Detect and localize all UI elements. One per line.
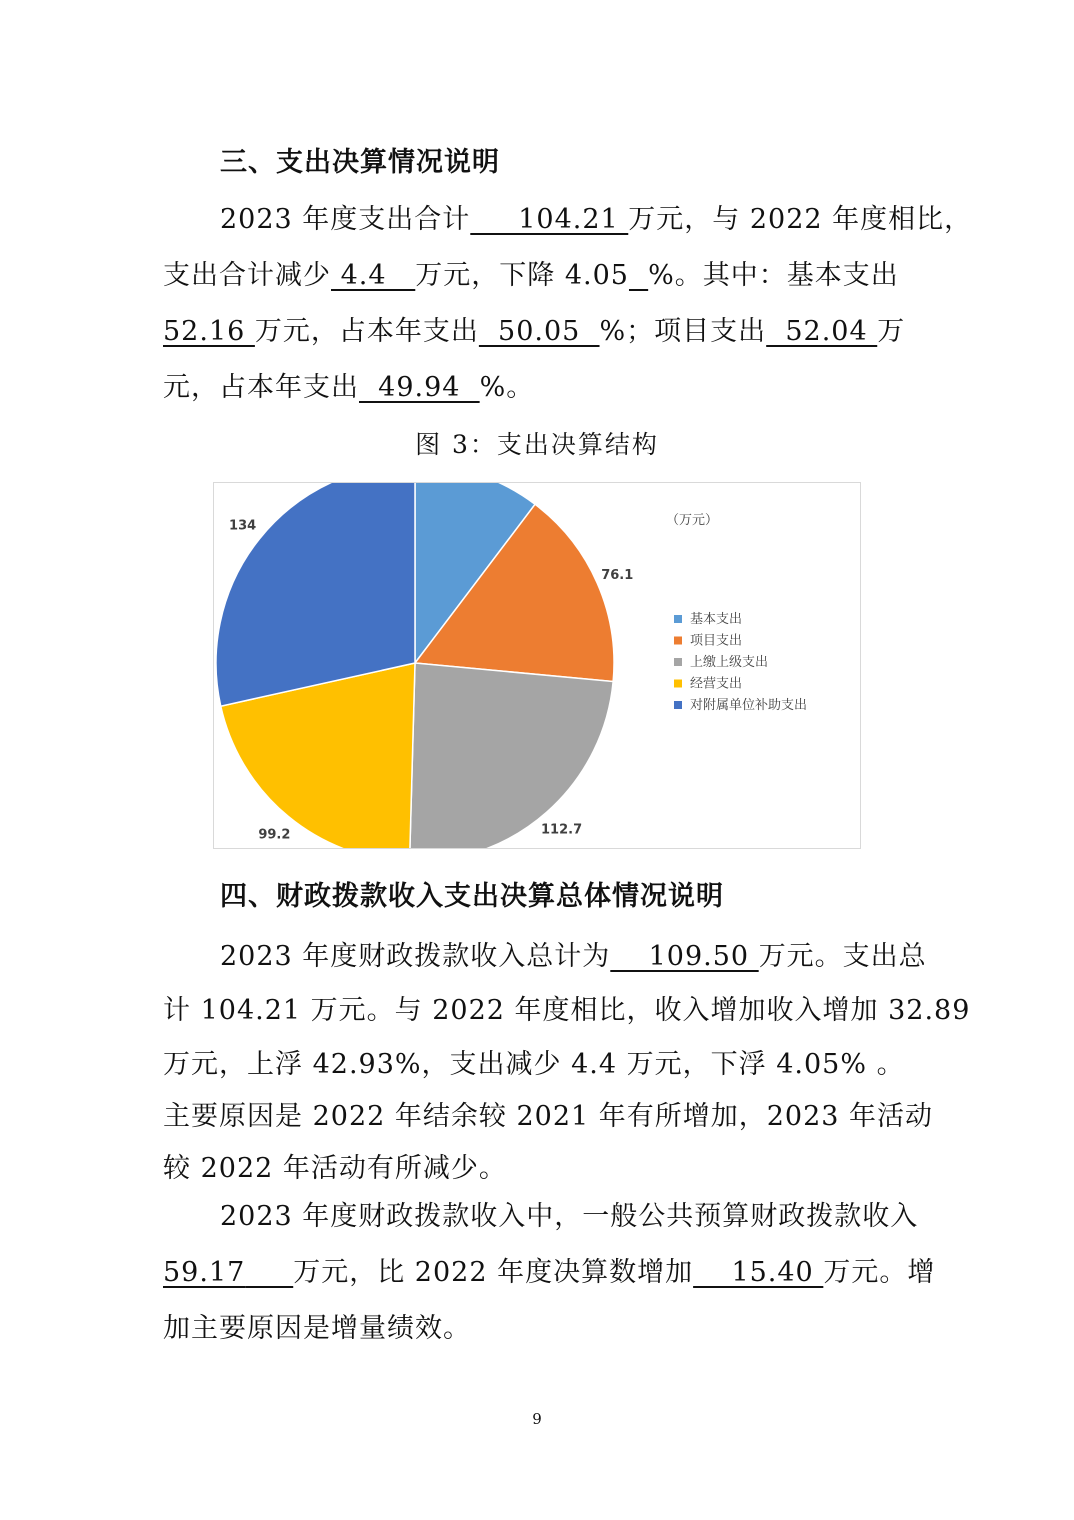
section-3-para-line-3 [163, 309, 905, 348]
section-3-para-line-2 [163, 253, 899, 292]
section-4-para2-line-1: 2023 年度财政拨款收入中，一般公共预算财政拨款收入 [220, 1201, 919, 1232]
section-4-para2-line-2 [163, 1250, 935, 1289]
basic-expenditure-value: 52.16 [163, 316, 255, 347]
section-4-para-line-3: 万元，上浮 42.93%，支出减少 4.4 万元，下浮 4.05% 。 [163, 1049, 905, 1080]
pie-data-label-5: 134 [229, 518, 257, 534]
legend-swatch-3 [674, 658, 682, 666]
section-4-para2-line-3: 加主要原因是增量绩效。 [163, 1313, 471, 1344]
text-run: 万元，占本年支出 [254, 316, 479, 347]
legend-label-2: 项目支出 [690, 633, 743, 649]
underline-blank [245, 1257, 293, 1288]
text-run: 万元。支出总 [758, 941, 927, 972]
section-4-para-line-1 [220, 934, 927, 973]
total-expenditure-value: 104.21 [470, 204, 629, 235]
legend-swatch-4 [674, 680, 682, 688]
text-run: 2023 年度支出合计 [220, 204, 471, 235]
chart-unit-label: （万元） [666, 513, 719, 528]
text-run: %。 [479, 372, 535, 403]
project-expenditure-share: 49.94 [359, 372, 480, 403]
appropriation-income-total: 109.50 [610, 941, 759, 972]
section-4-para-line-2: 计 104.21 万元。与 2022 年度相比，收入增加收入增加 32.89 [163, 995, 971, 1026]
basic-expenditure-share: 50.05 [478, 316, 600, 347]
pie-slices [216, 483, 614, 848]
text-run: 2023 年度财政拨款收入总计为 [220, 941, 611, 972]
legend-label-5: 对附属单位补助支出 [690, 698, 808, 713]
section-4-para-line-5: 较 2022 年活动有所减少。 [163, 1153, 507, 1184]
legend-label-1: 基本支出 [690, 612, 743, 627]
text-run: 元，占本年支出 [163, 372, 359, 403]
legend-swatch-5 [674, 701, 682, 709]
text-run: 万元，比 2022 年度决算数增加 [293, 1257, 694, 1288]
pie-slice-3 [410, 663, 614, 848]
section-3-para-line-1 [220, 197, 972, 236]
underline-blank [629, 260, 648, 291]
text-run: 万元，下降 4.05 [415, 260, 629, 291]
figure-caption: 图 3：支出决算结构 [415, 430, 659, 459]
section-3-para-line-4 [163, 365, 534, 404]
page-number: 9 [532, 1410, 542, 1428]
pie-chart [214, 483, 860, 848]
section-4-heading: 四、财政拨款收入支出决算总体情况说明 [220, 881, 724, 912]
section-3-heading: 三、支出决算情况说明 [220, 147, 500, 178]
project-expenditure-value: 52.04 [766, 316, 878, 347]
chart-legend [674, 611, 807, 713]
legend-swatch-2 [674, 637, 682, 645]
text-run: %。其中：基本支出 [648, 260, 899, 291]
legend-label-3: 上缴上级支出 [690, 655, 769, 670]
legend-label-4: 经营支出 [690, 676, 743, 692]
text-run: 万 [877, 316, 906, 347]
increase-amount-value: 15.40 [693, 1257, 824, 1288]
pie-chart-frame [213, 482, 861, 849]
text-run: %；项目支出 [599, 316, 767, 347]
legend-swatch-1 [674, 615, 682, 623]
pie-data-label-3: 112.7 [541, 822, 583, 838]
decrease-amount-value: 4.4 [331, 260, 416, 291]
pie-data-label-2: 76.1 [601, 567, 634, 583]
section-4-para-line-4: 主要原因是 2022 年结余较 2021 年有所增加，2023 年活动 [163, 1101, 934, 1132]
text-run: 万元。增 [823, 1257, 936, 1288]
pie-data-label-4: 99.2 [258, 827, 291, 843]
text-run: 支出合计减少 [163, 260, 331, 291]
text-run: 万元，与 2022 年度相比， [628, 204, 973, 235]
general-budget-income-value: 59.17 [163, 1257, 246, 1288]
